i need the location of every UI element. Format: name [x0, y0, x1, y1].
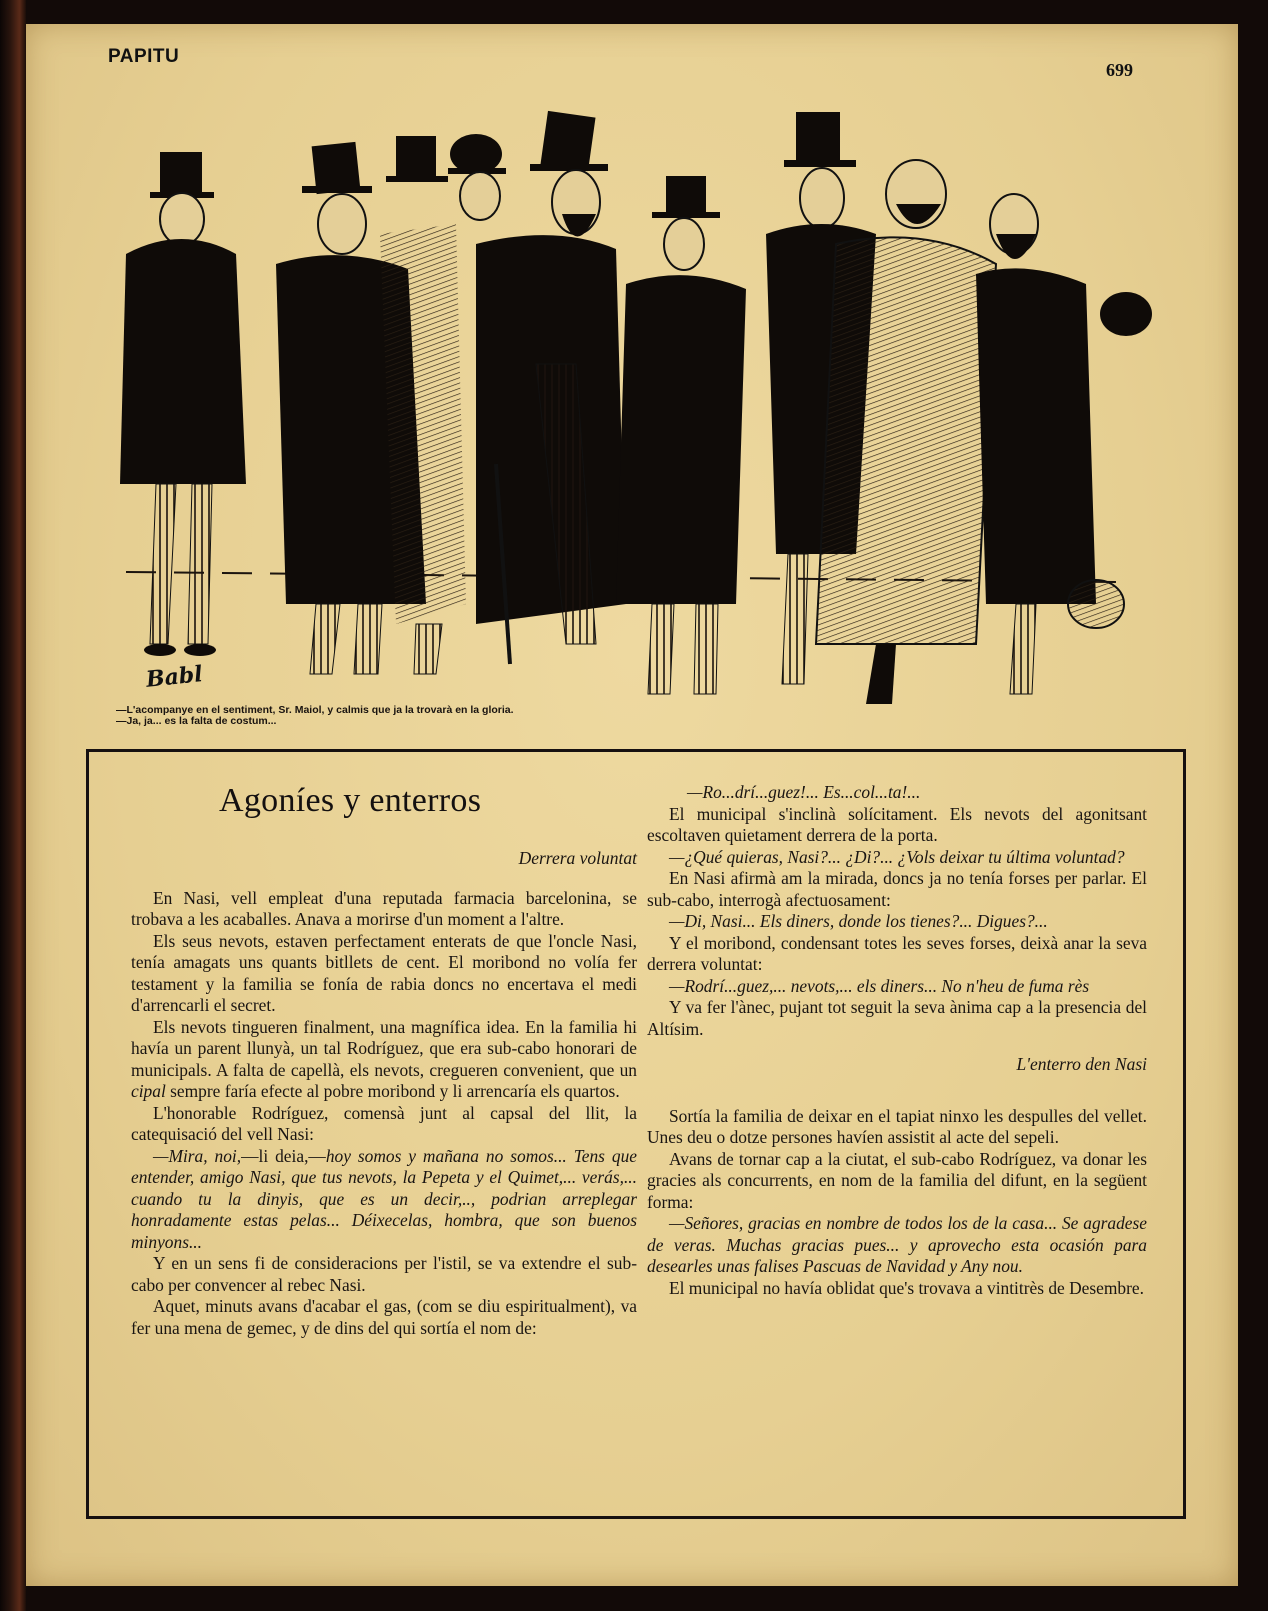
- paragraph: Y va fer l'ànec, pujant tot seguit la seva ànima cap a la presencia del Altísim.: [647, 997, 1147, 1039]
- section-title-enterro: L'enterro den Nasi: [1016, 1054, 1147, 1074]
- section-title-derrera-voluntat: Derrera voluntat: [518, 848, 637, 868]
- paragraph: Y en un sens fi de consideracions per l'istil, se va extendre el sub-cabo per convencer al rebec Nasi.: [131, 1253, 637, 1295]
- caption-line-1: —L'acompanye en el sentiment, Sr. Maiol, y calmis que ja la trovarà en la gloria.: [116, 704, 514, 716]
- figure-man-6: [616, 176, 746, 694]
- figure-man-4: [448, 134, 506, 220]
- figure-man-9: [976, 194, 1152, 694]
- paragraph: —Mira, noi,—li deia,—hoy somos y mañana no somos... Tens que entender, amigo Nasi, que tus nevots, la Pepeta y el Quimet,... verás,... cuando tu la dinyis, que es un decir,.., podrian arreplegar honradamente estas pelas... Déixecelas, hombra, que son buenos minyons...: [131, 1145, 637, 1252]
- paragraph: Els seus nevots, estaven perfectament enterats de que l'oncle Nasi, tenía amagats uns quants bitllets de cent. El moribond no volía fer testament y la familia se fonía de rabia doncs no encertava el medi d'arrencarli el secret.: [131, 930, 637, 1015]
- dialogue-line: —Ro...drí...guez!... Es...col...ta!...: [687, 782, 921, 802]
- paragraph: Y el moribond, condensant totes les seves forses, deixà anar la seva derrera voluntat:: [647, 932, 1147, 974]
- magazine-page: [26, 24, 1238, 1586]
- figure-man-1: [120, 152, 246, 656]
- paragraph: Sortía la familia de deixar en el tapiat ninxo les despulles del vellet. Unes deu o dotze persones havíen assistit al acte del sepeli.: [647, 1105, 1147, 1147]
- paragraph: Aquet, minuts avans d'acabar el gas, (com se diu espiritualment), va fer una mena de gemec, y de dins del qui sortía el nom de:: [131, 1296, 637, 1338]
- paragraph: En Nasi afirmà am la mirada, doncs ja no tenía forses per parlar. El sub-cabo, interrogà afectuosament:: [647, 868, 1147, 910]
- article-title: Agoníes y enterros: [219, 782, 482, 819]
- artist-signature: Babl: [144, 661, 204, 693]
- article-column-right: [647, 782, 1147, 1299]
- scan-binding-edge: [0, 0, 26, 1611]
- paragraph: L'honorable Rodríguez, comensà junt al capsal del llit, la catequisació del vell Nasi:: [131, 1102, 637, 1144]
- page-number: 699: [1106, 60, 1133, 80]
- cartoon-illustration: [96, 84, 1176, 724]
- figure-man-8: [816, 160, 996, 704]
- dialogue-line: —Señores, gracias en nombre de todos los de la casa... Se agradese de veras. Muchas gracias pues... y aprovecho esta ocasión para desearles unas falises Pascuas de Navidad y Any nou.: [647, 1213, 1147, 1276]
- paragraph: El municipal no havía oblidat que's trovava a vintitrès de Desembre.: [669, 1277, 1144, 1298]
- illustration-caption: [116, 705, 816, 727]
- paragraph: Avans de tornar cap a la ciutat, el sub-cabo Rodríguez, va donar les gracies als concurrents, en nom de la familia del difunt, en la següent forma:: [647, 1148, 1147, 1212]
- dialogue-line: —Rodrí...guez,... nevots,... els diners... No n'heu de fuma rès: [669, 975, 1090, 996]
- article-box: [86, 749, 1186, 1519]
- paragraph: En Nasi, vell empleat d'una reputada farmacia barcelonina, se trobava a les acaballes. Anava a morirse d'un moment a l'altre.: [131, 887, 637, 929]
- paragraph: Els nevots tingueren finalment, una magnífica idea. En la familia hi havía un parent llunyà, un tal Rodríguez, que era sub-cabo honorari de municipals. A falta de capellà, els nevots, cregueren convenient, que un cipal sempre faría efecte al pobre moribond y li arrencaría els quartos.: [131, 1016, 637, 1101]
- article-column-left: [131, 848, 637, 1339]
- dialogue-line: —¿Qué quieras, Nasi?... ¿Di?... ¿Vols deixar tu última voluntad?: [669, 846, 1125, 867]
- caption-line-2: —Ja, ja... es la falta de costum...: [116, 715, 277, 727]
- paragraph: El municipal s'inclinà solícitament. Els nevots del agonitsant escoltaven quietament derrera de la porta.: [647, 803, 1147, 845]
- dialogue-line: —Di, Nasi... Els diners, donde los tienes?... Digues?...: [669, 911, 1048, 931]
- magazine-title: PAPITU: [108, 46, 180, 67]
